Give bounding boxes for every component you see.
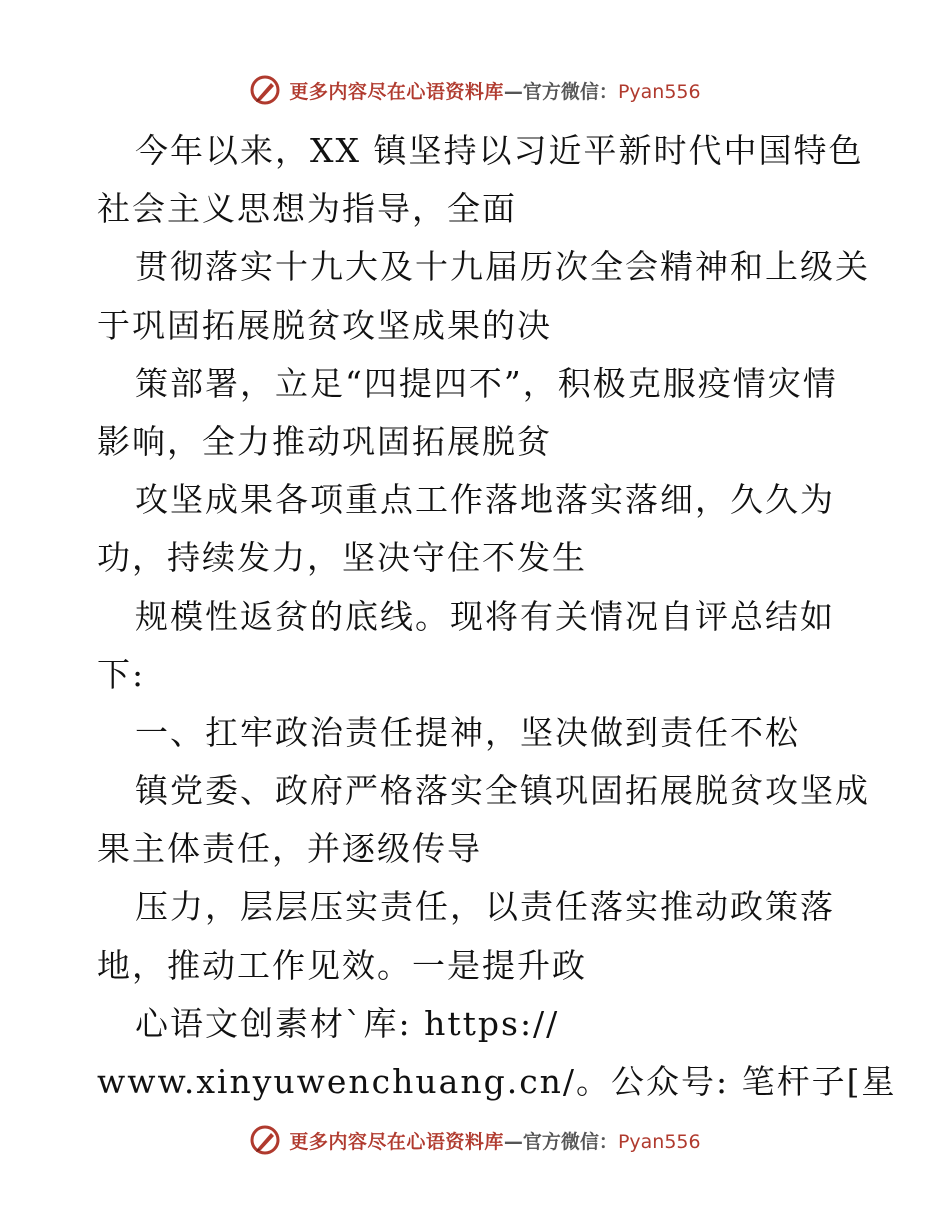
- body-line: 今年以来，XX 镇坚持以习近平新时代中国特色: [135, 131, 864, 170]
- header-banner: [0, 70, 950, 110]
- banner-site-name: 更多内容尽在心语资料库: [289, 1130, 504, 1153]
- body-line: 社会主义思想为指导，全面: [97, 189, 517, 229]
- body-line: 心语文创素材`库: https://: [135, 1003, 560, 1043]
- body-line: 下:: [97, 654, 146, 694]
- banner-dash: —: [503, 80, 523, 103]
- body-line: 攻坚成果各项重点工作落地落实落细，久久为: [135, 480, 835, 520]
- quill-pen-circle-icon: [249, 74, 281, 106]
- banner-wechat-id: Pyan556: [617, 80, 701, 103]
- banner-site-name: 更多内容尽在心语资料库: [289, 80, 504, 103]
- body-line: 于巩固拓展脱贫攻坚成果的决: [97, 305, 552, 345]
- body-line: www.xinyuwenchuang.cn/。公众号: 笔杆子[星: [97, 1062, 897, 1101]
- footer-banner: [0, 1120, 950, 1160]
- document-body: [97, 122, 897, 1111]
- banner-wechat-label: 官方微信：: [522, 1130, 618, 1153]
- body-line: 贯彻落实十九大及十九届历次全会精神和上级关: [135, 247, 870, 287]
- banner-text: [289, 77, 700, 104]
- banner-wechat-label: 官方微信：: [522, 80, 618, 103]
- body-line: 策部署，立足“四提四不”，积极克服疫情灾情: [135, 363, 838, 403]
- body-line: 规模性返贫的底线。现将有关情况自评总结如: [135, 596, 835, 636]
- body-line: 果主体责任，并逐级传导: [97, 829, 482, 869]
- body-line: 镇党委、政府严格落实全镇巩固拓展脱贫攻坚成: [135, 771, 870, 811]
- body-line: 影响，全力推动巩固拓展脱贫: [97, 421, 552, 461]
- quill-pen-circle-icon: [249, 1124, 281, 1156]
- banner-text: [289, 1127, 700, 1154]
- body-line: 压力，层层压实责任，以责任落实推动政策落: [135, 887, 835, 927]
- body-line: 功，持续发力，坚决守住不发生: [97, 538, 587, 578]
- section-heading: 一、扛牢政治责任提神，坚决做到责任不松: [135, 712, 800, 752]
- banner-wechat-id: Pyan556: [617, 1130, 701, 1153]
- body-line: 地，推动工作见效。一是提升政: [97, 945, 587, 985]
- banner-dash: —: [503, 1130, 523, 1153]
